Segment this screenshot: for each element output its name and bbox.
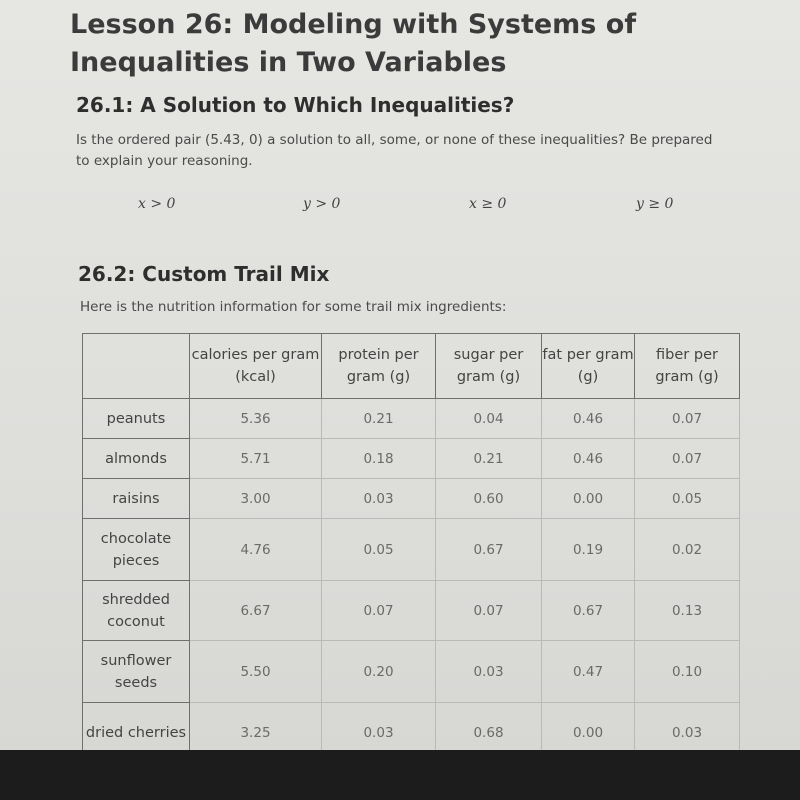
table-cell: 0.00 <box>542 479 635 519</box>
table-cell: 0.68 <box>436 703 542 751</box>
table-row <box>83 703 740 751</box>
table-cell: 3.25 <box>190 703 322 751</box>
table-row <box>83 581 740 641</box>
table-cell: 0.10 <box>635 641 740 703</box>
table-cell: 4.76 <box>190 519 322 581</box>
activity-2-heading: 26.2: Custom Trail Mix <box>78 262 330 286</box>
table-cell: 5.71 <box>190 439 322 479</box>
row-header: almonds <box>83 439 190 479</box>
table-row <box>83 399 740 439</box>
table-cell: 0.46 <box>542 399 635 439</box>
table-cell: 0.19 <box>542 519 635 581</box>
row-header: dried cherries <box>83 703 190 751</box>
table-header: fat per gram (g) <box>542 334 635 399</box>
table-cell: 0.67 <box>542 581 635 641</box>
nutrition-table <box>82 333 740 750</box>
table-cell: 0.67 <box>436 519 542 581</box>
table-cell: 3.00 <box>190 479 322 519</box>
table-header-corner <box>83 334 190 399</box>
table-header-row <box>83 334 740 399</box>
table-header: fiber per gram (g) <box>635 334 740 399</box>
inequality-4: y ≥ 0 <box>636 196 674 212</box>
activity-1-heading: 26.1: A Solution to Which Inequalities? <box>76 93 515 117</box>
table-row <box>83 479 740 519</box>
table-row <box>83 439 740 479</box>
table-cell: 0.02 <box>635 519 740 581</box>
table-header: calories per gram (kcal) <box>190 334 322 399</box>
inequality-1: x > 0 <box>138 196 176 212</box>
table-header: sugar per gram (g) <box>436 334 542 399</box>
table-cell: 0.07 <box>322 581 436 641</box>
table-cell: 0.00 <box>542 703 635 751</box>
table-row <box>83 641 740 703</box>
table-cell: 0.07 <box>635 439 740 479</box>
table-cell: 6.67 <box>190 581 322 641</box>
row-header: sunflower seeds <box>83 641 190 703</box>
table-cell: 5.36 <box>190 399 322 439</box>
activity-1-prompt: Is the ordered pair (5.43, 0) a solution to all, some, or none of these inequalities? Be prepared to explain your reasoning. <box>76 132 713 169</box>
inequality-2: y > 0 <box>303 196 341 212</box>
row-header: peanuts <box>83 399 190 439</box>
table-cell: 0.05 <box>635 479 740 519</box>
row-header: shredded coconut <box>83 581 190 641</box>
table-cell: 0.03 <box>322 479 436 519</box>
table-cell: 0.03 <box>436 641 542 703</box>
table-cell: 0.21 <box>322 399 436 439</box>
row-header: raisins <box>83 479 190 519</box>
table-cell: 0.60 <box>436 479 542 519</box>
table-cell: 0.18 <box>322 439 436 479</box>
activity-2-intro: Here is the nutrition information for some trail mix ingredients: <box>80 299 507 315</box>
table-row <box>83 519 740 581</box>
table-cell: 5.50 <box>190 641 322 703</box>
screen-bottom-bezel <box>0 750 800 800</box>
table-cell: 0.05 <box>322 519 436 581</box>
table-cell: 0.07 <box>436 581 542 641</box>
table-cell: 0.04 <box>436 399 542 439</box>
table-cell: 0.07 <box>635 399 740 439</box>
table-cell: 0.03 <box>635 703 740 751</box>
row-header: chocolate pieces <box>83 519 190 581</box>
inequality-3: x ≥ 0 <box>469 196 507 212</box>
lesson-title: Lesson 26: Modeling with Systems of Inequalities in Two Variables <box>70 9 637 78</box>
table-cell: 0.20 <box>322 641 436 703</box>
table-cell: 0.47 <box>542 641 635 703</box>
table-header: protein per gram (g) <box>322 334 436 399</box>
table-cell: 0.03 <box>322 703 436 751</box>
table-cell: 0.46 <box>542 439 635 479</box>
table-cell: 0.21 <box>436 439 542 479</box>
table-cell: 0.13 <box>635 581 740 641</box>
